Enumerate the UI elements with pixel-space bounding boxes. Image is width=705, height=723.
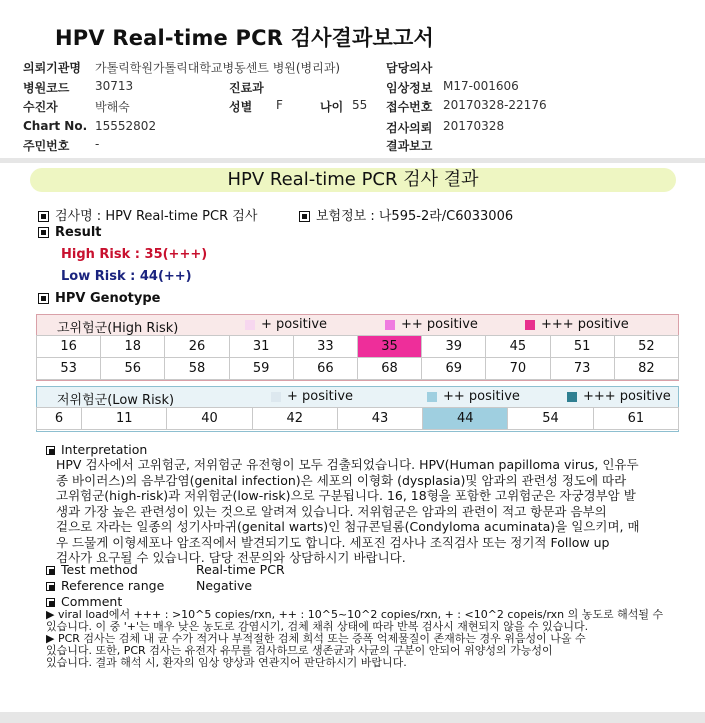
low-legend-2: ++ positive: [427, 389, 520, 404]
value-request-date: 20170328: [443, 119, 505, 133]
genotype-cell: 66: [293, 358, 357, 380]
low-risk-result: Low Risk : 44(++): [61, 269, 192, 284]
label-clinical-info: 임상정보: [386, 81, 433, 95]
label-receipt-number: 접수번호: [386, 100, 433, 114]
square-bullet-icon: [38, 211, 49, 222]
square-bullet-icon: [46, 566, 55, 575]
comment-heading-line: Comment: [46, 594, 122, 610]
legend-swatch-icon: [567, 392, 577, 402]
high-risk-genotype-table: [36, 335, 679, 380]
genotype-cell: 58: [165, 358, 229, 380]
high-risk-label: 고위험군(High Risk): [57, 321, 179, 336]
interpretation-text: [56, 457, 676, 566]
value-chart-no: 15552802: [95, 119, 157, 133]
genotype-cell: 16: [37, 336, 101, 358]
genotype-cell: 26: [165, 336, 229, 358]
genotype-cell: 73: [550, 358, 614, 380]
low-risk-genotype-table: [36, 407, 679, 430]
genotype-cell: 54: [508, 408, 593, 430]
genotype-cell: 42: [252, 408, 337, 430]
square-bullet-icon: [299, 211, 310, 222]
legend-swatch-icon: [385, 320, 395, 330]
label-requesting-institution: 의뢰기관명: [23, 61, 81, 75]
genotype-cell: 45: [486, 336, 550, 358]
interpretation-line: 종 바이러스)의 음부감염(genital infection)은 세포의 이형화 (dysplasia)및 암과의 관련성 정도에 따라: [56, 472, 627, 488]
genotype-cell: 18: [101, 336, 165, 358]
genotype-cell: 11: [82, 408, 167, 430]
interpretation-line: 고위험군(high-risk)과 저위험군(low-risk)으로 구분됩니다. 16, 18형을 포함한 고위험군은 자궁경부암 발: [56, 488, 636, 503]
comment-line: ▶ viral load에서 +++ : >10^5 copies/rxn, ++ : 10^5~10^2 copies/rxn, + : <10^2 copeis/rxn 의 농도로 해석될 수: [46, 608, 664, 621]
genotype-cell: 33: [293, 336, 357, 358]
genotype-heading-line: [38, 291, 160, 306]
report-title: HPV Real-time PCR 검사결과보고서: [55, 26, 434, 50]
table-row: [37, 408, 679, 430]
label-resident-number: 주민번호: [23, 139, 70, 153]
comment-line: 있습니다. 이 중 '+'는 매우 낮은 농도로 감염시기, 검체 채취 상태에 따라 반복 검사시 재현되지 않을 수 있습니다.: [46, 620, 589, 633]
genotype-cell: 40: [167, 408, 252, 430]
low-legend-1: + positive: [271, 389, 353, 404]
interpretation-heading-line: Interpretation: [46, 442, 147, 458]
genotype-cell: 70: [486, 358, 550, 380]
square-bullet-icon: [46, 598, 55, 607]
insurance-line: [299, 205, 513, 224]
interpretation-panel: [36, 438, 676, 708]
genotype-cell: 43: [337, 408, 422, 430]
square-bullet-icon: [46, 582, 55, 591]
comment-line: 있습니다. 또한, PCR 검사는 유전자 유무를 검사하므로 생존균과 사균의 구분이 안되어 위양성의 가능성이: [46, 644, 553, 657]
interpretation-line: 우 드물게 이형세포나 암조직에서 발견되기도 합니다. 세포진 검사나 조직검사 또는 정기적 Follow up: [56, 534, 610, 550]
value-hospital-code: 30713: [95, 79, 134, 93]
comment-text: [46, 609, 676, 669]
square-bullet-icon: [38, 293, 49, 304]
high-risk-panel: [36, 314, 679, 381]
genotype-cell: 6: [37, 408, 82, 430]
high-legend-3: +++ positive: [525, 317, 629, 332]
label-request-date: 검사의뢰: [386, 121, 433, 135]
legend-swatch-icon: [245, 320, 255, 330]
test-name-line: [38, 205, 257, 224]
genotype-cell: 56: [101, 358, 165, 380]
label-report-date: 결과보고: [386, 139, 433, 153]
genotype-cell: 59: [229, 358, 293, 380]
bottom-bar: [0, 712, 705, 723]
label-sex: 성별: [229, 100, 253, 114]
high-legend-1: + positive: [245, 317, 327, 332]
genotype-cell: 44: [423, 408, 508, 430]
genotype-cell: 69: [422, 358, 486, 380]
value-clinical-info: M17-001606: [443, 79, 519, 93]
legend-swatch-icon: [271, 392, 281, 402]
test-name: 검사명 : HPV Real-time PCR 검사: [55, 209, 258, 224]
genotype-cell: 51: [550, 336, 614, 358]
low-legend-3: +++ positive: [567, 389, 671, 404]
square-bullet-icon: [46, 446, 55, 455]
value-age: 55: [352, 98, 368, 112]
label-age: 나이: [320, 100, 344, 114]
interpretation-line: 검사가 요구될 수 있습니다. 담당 전문의와 상담하시기 바랍니다.: [56, 550, 406, 565]
test-method-line: Test method: [46, 562, 138, 578]
high-legend-2: ++ positive: [385, 317, 478, 332]
result-heading: Result: [55, 225, 102, 240]
value-receipt-number: 20170328-22176: [443, 98, 547, 112]
label-department: 진료과: [229, 81, 264, 95]
insurance-info: 보험정보 : 나595-2라/C6033006: [316, 209, 514, 224]
label-chart-no: Chart No.: [23, 119, 88, 133]
genotype-cell: 68: [357, 358, 421, 380]
square-bullet-icon: [38, 227, 49, 238]
interpretation-line: HPV 검사에서 고위험군, 저위험군 유전형이 모두 검출되었습니다. HPV(Human papilloma virus, 인유두: [56, 457, 639, 472]
test-method-value: Real-time PCR: [196, 562, 285, 577]
reference-range-line: Reference range: [46, 578, 164, 594]
genotype-cell: 35: [357, 336, 421, 358]
genotype-cell: 53: [37, 358, 101, 380]
comment-line: ▶ PCR 검사는 검체 내 균 수가 적거나 부적절한 검체 희석 또는 증폭 억제물질이 존재하는 경우 위음성이 나올 수: [46, 632, 586, 645]
reference-range-value: Negative: [196, 578, 253, 593]
label-patient-name: 수진자: [23, 100, 58, 114]
value-patient-name: 박해숙: [95, 100, 130, 114]
result-heading-line: [38, 225, 102, 240]
genotype-cell: 31: [229, 336, 293, 358]
comment-line: 있습니다. 결과 해석 시, 환자의 임상 양상과 연관지어 판단하시기 바랍니다.: [46, 656, 407, 669]
header-separator: [0, 158, 705, 163]
low-risk-label: 저위험군(Low Risk): [57, 393, 175, 408]
genotype-cell: 61: [593, 408, 678, 430]
low-risk-panel: [36, 386, 679, 432]
label-hospital-code: 병원코드: [23, 81, 70, 95]
value-sex: F: [276, 98, 283, 112]
genotype-cell: 82: [614, 358, 678, 380]
result-banner: HPV Real-time PCR 검사 결과: [30, 168, 676, 192]
value-requesting-institution: 가톨릭학원가톨릭대학교병동센트 병원(병리과): [95, 61, 341, 75]
genotype-cell: 52: [614, 336, 678, 358]
genotype-cell: 39: [422, 336, 486, 358]
label-doctor: 담당의사: [386, 61, 433, 75]
genotype-heading: HPV Genotype: [55, 291, 161, 306]
legend-swatch-icon: [427, 392, 437, 402]
interpretation-line: 생과 가장 높은 관련성이 있는 것으로 알려져 있습니다. 저위험군은 암과의 관련이 적고 항문과 음부의: [56, 503, 607, 519]
table-row: [37, 336, 679, 358]
interpretation-line: 겉으로 자라는 일종의 성기사마귀(genital warts)인 첨규콘딜롬(Condyloma acuminata)을 일으키며, 매: [56, 519, 640, 534]
legend-swatch-icon: [525, 320, 535, 330]
value-resident-number: -: [95, 137, 100, 151]
table-row: [37, 358, 679, 380]
high-risk-result: High Risk : 35(+++): [61, 247, 208, 262]
